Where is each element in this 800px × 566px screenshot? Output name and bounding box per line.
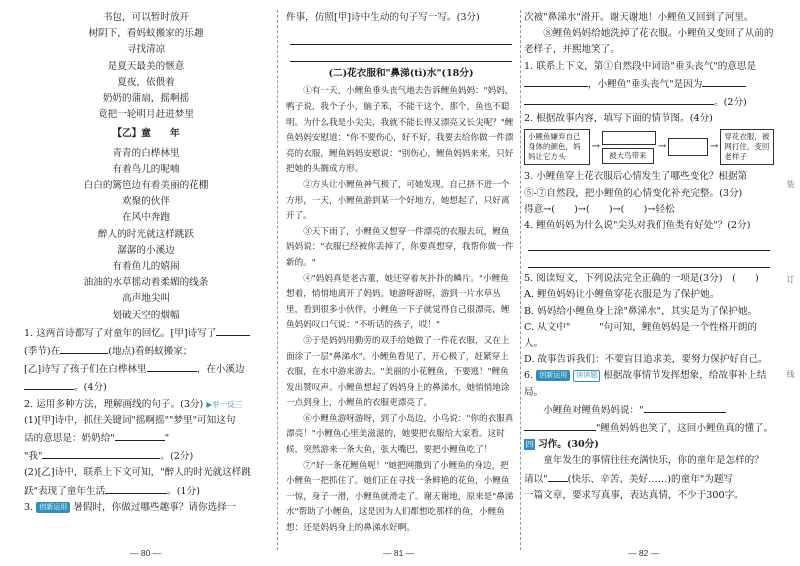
column-right: 次被"鼻涕水"滑开。谢天谢地！小鲤鱼又回到了河里。 ⑧鲤鱼妈妈给她洗掉了花衣服。小鲤鱼又变回了从前的老样子，并熙地笑了。 1. 联系上下文，第①自然段中词语"垂头丧气"的意思是 ，小鲤鱼"垂头丧气"是因为 。(2分) 2. 根据故事内容，填写下面的情节图。(4分) 小鲤鱼嫌弃自己身体的颜色，妈妈让它方头 → 被大鸟带来 → → 穿花衣服，被网打住，变回老样子 3. 小鲤鱼穿上花衣服后心情发生了哪些变化？根据第 ⑤-⑦自然段，把小鲤鱼的心情变化补充完整。(3分) 得意→( )→( )→( )→轻松 4. 鲤鱼妈妈为什么说"尖头对我们鱼类有好处"？(2分) 5. 阅读短文，下列说法完全正确的一项是(3分) ( ) A. 鲤鱼妈妈让小鲤鱼穿花衣服是为了保护她。 B. 妈妈给小鲤鱼身上涂"鼻涕水"，其实是为了保护她。 C. 从文中" "句可知，鲤鱼妈妈是一个性格开朗的人。 D. 故事告诉我们：不要盲目追求美，要努力保护好自己。 6. 创新运用 读读题 根据故事情节发挥想象，给故事补上结局。 小鲤鱼对鲤鱼妈妈说：" "鲤鱼妈妈也笑了，这回小鲤鱼真的懂了。 四 习作。(30分) 童年发生的事情往往充满快乐，你的童年是怎样的？ 请以" (快乐、辛苦、美好……)的童年"为题写 一篇文章，要求写真事，表达真情，不少于300字。 <box>524 10 774 504</box>
plot-box-1: 小鲤鱼嫌弃自己身体的颜色，妈妈让它方头 <box>524 129 590 165</box>
binding-mark: 订 <box>786 275 795 283</box>
question-2: 2. 运用多种方法，理解画线的句子。(3分) ▶举一反三 (1)[甲]诗中，抓住关键词"摇啊摇""梦里"可知这句 话的意思是：奶奶给" " "我" 。(2分) (2)[乙]诗中，联系上下文可知，"醉人的时光就这样跳 跃"表现了童年生活 。(1分) <box>24 398 251 497</box>
question-c6: 6. 创新运用 读读题 根据故事情节发挥想象，给故事补上结局。 小鲤鱼对鲤鱼妈妈说：" "鲤鱼妈妈也笑了，这回小鲤鱼真的懂了。 <box>524 370 774 435</box>
poem-line: 竟把一轮明月赶进梦里 <box>98 109 194 121</box>
column-divider-right <box>520 10 521 550</box>
poem-line: 油油的水草摇动着柔媚的线条 <box>83 277 209 289</box>
question-c3: 3. 小鲤鱼穿上花衣服后心情发生了哪些变化？根据第 ⑤-⑦自然段，把小鲤鱼的心情变化补充完整。(3分) 得意→( )→( )→( )→轻松 <box>524 171 748 215</box>
tag-innovation: 创新运用 <box>536 370 570 381</box>
poem-line: 潺潺的小溪边 <box>117 244 175 256</box>
arrow-icon: → <box>591 141 600 153</box>
link-practice[interactable]: ▶举一反三 <box>206 399 243 409</box>
answer-blank[interactable] <box>644 401 726 413</box>
answer-blank[interactable] <box>42 447 160 459</box>
binding-mark: 线 <box>786 370 795 378</box>
story-paragraph: ④"妈妈真是老古董，她还穿着灰扑扑的鳞片。"小鲤鱼想着，悄悄地离开了妈妈。她游呀游呀，游到一片水草丛里，看到很多小伙伴，小鲤鱼一下子就觉得自己很漂亮，鲤鱼妈妈叹口气说："不听话的孩子，哎！" <box>286 273 510 331</box>
answer-line[interactable] <box>290 28 512 45</box>
poem-line: 青青的白桦林里 <box>112 147 180 159</box>
question-c2: 2. 根据故事内容，填写下面的情节图。(4分) <box>524 113 713 125</box>
question-c1: 1. 联系上下文，第①自然段中词语"垂头丧气"的意思是 ，小鲤鱼"垂头丧气"是因为 。(2分) <box>524 60 757 109</box>
column-left <box>24 10 268 516</box>
page-number: — 82 — <box>628 548 660 558</box>
poem-line: 夏夜，依偎着 <box>117 76 175 88</box>
answer-line[interactable] <box>528 234 770 251</box>
story-paragraph: ②方头让小鲤鱼神气极了，可她发现，自己挤不进一个方形，一天，小鲤鱼游到某一个好地方，她想起了，只好离开了。 <box>286 179 510 222</box>
plot-blank[interactable] <box>668 138 708 156</box>
poem-line: 有着鱼儿的嬉闹 <box>112 261 180 273</box>
answer-blank[interactable] <box>105 482 167 494</box>
answer-blank[interactable] <box>524 93 714 105</box>
answer-blank[interactable] <box>115 429 165 441</box>
section-number: 四 <box>525 440 534 450</box>
poem-jia <box>24 10 268 123</box>
poem-line: 白白的篱笆边有着美丽的花棚 <box>83 180 209 192</box>
story-paragraph: ③天下雨了，小鲤鱼又想穿一件漂亮的衣服去玩，鲤鱼妈妈说："衣服已经被你丢掉了，你要真想穿，我帮你做一件新的。" <box>286 226 514 268</box>
story-paragraph: ⑦"好一条花鲤鱼呢！"她把网撒到了小鲤鱼的身边，把小鲤鱼一把抓住了。她们正在寻找一条鲜艳的花鱼，小鲤鱼一惊，身子一滑，小鲤鱼就滑走了。谢天谢地，原来是"鼻涕水"帮助了小鲤鱼，这是因为人们都想吃那样的鱼，小鲤鱼想：还是妈妈身上的鼻涕水好啊。 <box>286 460 514 534</box>
column-divider-left <box>277 10 278 550</box>
poem-line: 寻找清凉 <box>126 44 166 56</box>
arrow-icon: → <box>709 141 719 153</box>
poem-line: 欢聚的伙伴 <box>122 196 170 208</box>
story-paragraph: ①有一天，小鲤鱼垂头丧气地去告诉鲤鱼妈妈："妈妈，鸭子说，我个子小，脑子笨，不能干这个，那个，鱼也不聪明。为什么我是小尖尖，我就不能长得又漂亮又长尖呢？"鲤鱼妈妈安慰道："你不要伤心，好不好，我要去给你做一件漂亮的衣服，鲤鱼妈妈安慰说："别伤心，鲤鱼妈妈来来，只好把她的头搁成方形。 <box>286 86 514 175</box>
poem-line: 树阴下，看妈蚁搬家的乐趣 <box>88 28 204 40</box>
answer-blank[interactable] <box>702 75 746 87</box>
poem-yi-title: 【乙】童 年 <box>112 128 180 140</box>
plot-box-2: 被大鸟带来 <box>602 148 654 164</box>
question-3: 3. 创新运用 暑假时，你做过哪些趣事？请你选择一 <box>24 501 237 513</box>
answer-blank[interactable] <box>216 324 250 336</box>
arrow-icon: → <box>657 141 667 153</box>
plot-blank[interactable] <box>602 131 656 145</box>
poem-line: 在风中奔跑 <box>122 212 170 224</box>
story-text <box>286 84 516 536</box>
poem-line: 是夏天最美的惬意 <box>107 60 185 72</box>
plot-diagram <box>524 129 774 165</box>
poem-yi <box>24 146 268 324</box>
plot-box-3: 穿花衣服，被网打住，变回老样子 <box>720 129 774 165</box>
tag-innovation: 创新运用 <box>36 502 70 513</box>
column-middle: 件事，仿照[甲]诗中生动的句子写一写。(3分) (二)花衣服和"鼻涕(tì)水"(18分) ①有一天，小鲤鱼垂头丧气地去告诉鲤鱼妈妈："妈妈，鸭子说，我个子小，脑子笨，不能干这个，那个，鱼也不聪明。为什么我是小尖尖，我就不能长得又漂亮又长尖呢？"鲤鱼妈妈安慰道："你不要伤心，好不好，我要去给你做一件漂亮的衣服，鲤鱼妈妈安慰说："别伤心，鲤鱼妈妈来来，只好把她的头搁成方形。 ②方头让小鲤鱼神气极了，可她发现，自己挤不进一个方形，一天，小鲤鱼游到某一个好地方，她想起了，只好离开了。 ③天下雨了，小鲤鱼又想穿一件漂亮的衣服去玩，鲤鱼妈妈说："衣服已经被你丢掉了，你要真想穿，我帮你做一件新的。" ④"妈妈真是老古董，她还穿着灰扑扑的鳞片。"小鲤鱼想着，悄悄地离开了妈妈。她游呀游呀，游到一片水草丛里，看到很多小伙伴，小鲤鱼一下子就觉得自己很漂亮，鲤鱼妈妈叹口气说："不听话的孩子，哎！" ⑤于是妈妈用勤劳的双手给她做了一件花衣服，又在上面涂了一层"鼻涕水"。小鲤鱼看见了，开心极了，赶紧穿上衣服，在水中游来游去。"美丽的小花鲤鱼，不要逃！"鲤鱼发出赞叹声。小鲤鱼想起了妈妈身上的鼻涕水，她悄悄地涂一点到身上，小鲤鱼的衣服更漂亮了。 ⑥小鲤鱼游呀游呀，到了小岛边，小鸟说："你的衣服真漂亮！"小鲤鱼心里美滋滋的，她要把衣服给大家看。这时候，突然游来一条大鱼，张大嘴巴，要把小鲤鱼吃了！ ⑦"好一条花鲤鱼呢！"她把网撒到了小鲤鱼的身边，把小鲤鱼一把抓住了。她们正在寻找一条鲜艳的花鱼，小鲤鱼一惊，身子一滑，小鲤鱼就滑走了。谢天谢地，原来是"鼻涕水"帮助了小鲤鱼，这是因为人们都想吃那样的鱼，小鲤鱼想：还是妈妈身上的鼻涕水好啊。 <box>286 10 516 537</box>
answer-blank[interactable] <box>60 342 108 354</box>
poem-line: 划破天空的烟幅 <box>112 309 180 321</box>
answer-blank[interactable] <box>147 360 197 372</box>
answer-blank[interactable] <box>524 419 596 431</box>
poem-line: 有着鸟儿的呢喃 <box>112 163 180 175</box>
section-title: (二)花衣服和"鼻涕(tì)水"(18分) <box>328 68 474 80</box>
page-number: — 81 — <box>383 548 415 558</box>
answer-blank[interactable] <box>524 75 588 87</box>
answer-blank[interactable] <box>24 378 74 390</box>
answer-blank[interactable] <box>548 470 568 482</box>
question-c4: 4. 鲤鱼妈妈为什么说"尖头对我们鱼类有好处"？(2分) <box>524 220 751 232</box>
tag-reading: 读读题 <box>573 370 600 382</box>
poem-line: 醉人的时光就这样跳跃 <box>98 228 194 240</box>
question-c5: 5. 阅读短文，下列说法完全正确的一项是(3分) ( ) A. 鲤鱼妈妈让小鲤鱼穿花衣服是为了保护她。 B. 妈妈给小鲤鱼身上涂"鼻涕水"，其实是为了保护她。 C. 从文中" "句可知，鲤鱼妈妈是一个性格开朗的人。 D. 故事告诉我们：不要盲目追求美，要努力保护好自己。 <box>524 273 768 366</box>
answer-line[interactable] <box>290 45 512 62</box>
story-paragraph: ⑤于是妈妈用勤劳的双手给她做了一件花衣服，又在上面涂了一层"鼻涕水"。小鲤鱼看见了，开心极了，赶紧穿上衣服，在水中游来游去。"美丽的小花鲤鱼，不要逃！"鲤鱼发出赞叹声。小鲤鱼想起了妈妈身上的鼻涕水，她悄悄地涂一点到身上，小鲤鱼的衣服更漂亮了。 <box>286 335 510 409</box>
poem-line: 高声地尖叫 <box>122 293 170 305</box>
question-1: 1. 这两首诗都写了对童年的回忆。[甲]诗写了 (季节)在 (地点)看蚂蚁搬家； [乙]诗写了孩子们在白桦林里 ，在小溪边 。(4分) <box>24 324 268 397</box>
binding-mark: 装 <box>786 180 795 188</box>
story-paragraph: ⑥小鲤鱼游呀游呀，到了小岛边，小鸟说："你的衣服真漂亮！"小鲤鱼心里美滋滋的，她要把衣服给大家看。这时候，突然游来一条大鱼，张大嘴巴，要把小鲤鱼吃了！ <box>286 413 514 456</box>
poem-line: 奶奶的蒲扇，摇啊摇 <box>102 93 190 105</box>
poem-line: 书包，可以暂时放开 <box>102 12 190 23</box>
page-number: — 80 — <box>130 548 162 558</box>
composition: 四 习作。(30分) 童年发生的事情往往充满快乐，你的童年是怎样的？ 请以" (快乐、辛苦、美好……)的童年"为题写 一篇文章，要求写真事，表达真情，不少于300字。 <box>524 439 764 501</box>
answer-line[interactable] <box>528 251 770 268</box>
